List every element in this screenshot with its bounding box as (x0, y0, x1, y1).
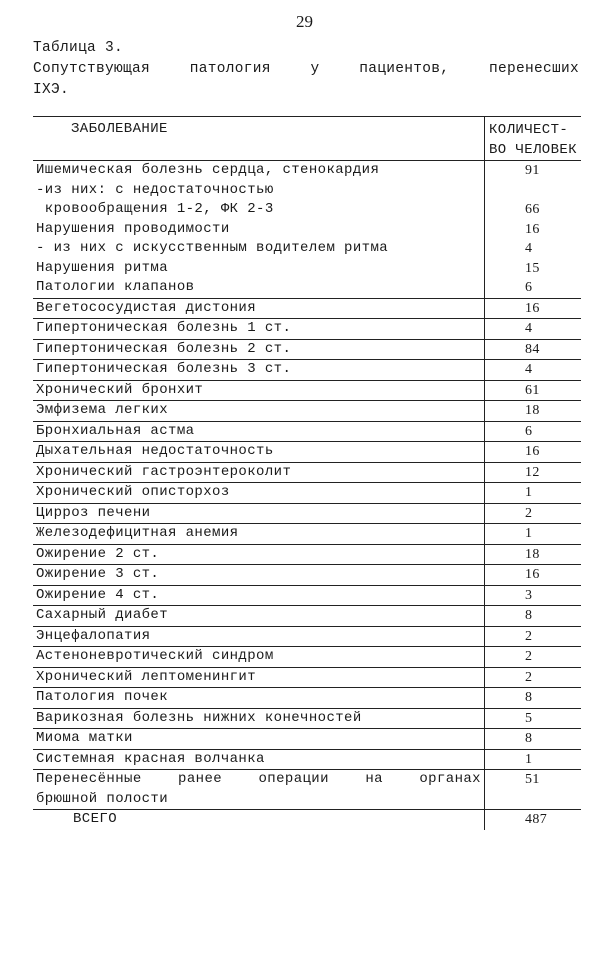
disease-name: Гипертоническая болезнь 1 ст. (33, 319, 485, 340)
table-row (33, 729, 581, 750)
patient-count: 18 (485, 401, 582, 422)
disease-name: Системная красная волчанка (33, 749, 485, 770)
table-row (33, 220, 581, 240)
table-row (33, 259, 581, 279)
disease-name: Варикозная болезнь нижних конечностей (33, 708, 485, 729)
table-caption-line (33, 61, 579, 77)
page-number: 29 (296, 12, 313, 31)
table-caption-end: IXЭ. (33, 82, 70, 98)
table-row (33, 319, 581, 340)
disease-name: Ишемическая болезнь сердца, стенокардия (36, 162, 380, 178)
patient-count: 3 (485, 585, 582, 606)
disease-name: Бронхиальная астма (33, 421, 485, 442)
patient-count: 8 (485, 606, 582, 627)
disease-name: кровообращения 1-2, ФК 2-3 (36, 201, 274, 217)
disease-name: Ожирение 4 ст. (33, 585, 485, 606)
disease-name: Гипертоническая болезнь 3 ст. (33, 360, 485, 381)
caption-word: у (310, 61, 320, 77)
disease-word: Перенесённые (36, 771, 142, 787)
disease-name: Железодефицитная анемия (33, 524, 485, 545)
comorbidity-table (33, 116, 581, 830)
table-row (33, 401, 581, 422)
table-row (33, 483, 581, 504)
patient-count: 2 (485, 667, 582, 688)
header-count-line1: КОЛИЧЕСТ- (489, 122, 569, 138)
table-row (33, 360, 581, 381)
disease-name: Хронический гастроэнтероколит (33, 462, 485, 483)
table-row (33, 200, 581, 220)
total-label: ВСЕГО (73, 811, 118, 827)
table-row (33, 442, 581, 463)
table-row (33, 181, 581, 201)
disease-word: на (365, 771, 383, 787)
patient-count: 2 (485, 503, 582, 524)
patient-count: 18 (485, 544, 582, 565)
table-row (33, 278, 581, 298)
patient-count: 16 (485, 298, 582, 319)
patient-count: 4 (485, 319, 582, 340)
table-row (33, 544, 581, 565)
patient-count: 6 (485, 421, 582, 442)
disease-word: органах (419, 771, 481, 787)
caption-word: Сопутствующая (33, 61, 151, 77)
patient-count: 16 (485, 220, 582, 240)
patient-count: 8 (485, 688, 582, 709)
table-row (33, 339, 581, 360)
disease-name: Нарушения проводимости (36, 220, 230, 237)
disease-name: Хронический бронхит (33, 380, 485, 401)
table-row (33, 503, 581, 524)
patient-count: 61 (485, 380, 582, 401)
patient-count: 2 (485, 626, 582, 647)
disease-name: Хронический описторхоз (33, 483, 485, 504)
disease-name: Энцефалопатия (33, 626, 485, 647)
table-row (33, 770, 581, 810)
disease-name (33, 770, 485, 810)
disease-name: Цирроз печени (33, 503, 485, 524)
patient-count: 4 (485, 360, 582, 381)
table-row (33, 298, 581, 319)
disease-name: Эмфизема легких (33, 401, 485, 422)
patient-count: 1 (485, 483, 582, 504)
disease-name: - из них с искусственным водителем ритма (36, 240, 389, 256)
disease-name: Патология почек (33, 688, 485, 709)
header-disease: ЗАБОЛЕВАНИЕ (33, 117, 485, 161)
table-caption-title: Таблица 3. (33, 40, 124, 56)
table-row (33, 462, 581, 483)
table-row (33, 688, 581, 709)
patient-count: 84 (485, 339, 582, 360)
disease-name: Патологии клапанов (33, 278, 485, 298)
table-header-row (33, 117, 581, 161)
disease-name: -из них: с недостаточностью (36, 181, 274, 198)
total-row (33, 810, 581, 830)
patient-count: 5 (485, 708, 582, 729)
table-row (33, 708, 581, 729)
patient-count: 1 (485, 524, 582, 545)
patient-count: 16 (485, 442, 582, 463)
disease-name-line1 (36, 770, 481, 790)
table-row (33, 565, 581, 586)
table-row (33, 606, 581, 627)
table-body (33, 161, 581, 830)
patient-count: 91 (485, 161, 582, 181)
disease-name-line2: брюшной полости (36, 790, 169, 807)
disease-name: Миома матки (33, 729, 485, 750)
patient-count: 6 (485, 278, 582, 298)
patient-count: 51 (485, 770, 582, 810)
patient-count: 4 (485, 239, 582, 259)
patient-count: 15 (485, 259, 582, 279)
table-row (33, 749, 581, 770)
disease-name: Дыхательная недостаточность (33, 442, 485, 463)
disease-name: Гипертоническая болезнь 2 ст. (33, 339, 485, 360)
table-row (33, 647, 581, 668)
disease-name: Ожирение 3 ст. (33, 565, 485, 586)
table-row (33, 380, 581, 401)
table-row (33, 239, 581, 259)
header-count-line2: ВО ЧЕЛОВЕК (489, 142, 578, 158)
caption-word: перенесших (488, 61, 579, 77)
disease-word: операции (258, 771, 329, 787)
table-row (33, 161, 581, 181)
header-count (485, 117, 582, 161)
patient-count: 66 (485, 200, 582, 220)
patient-count (485, 181, 582, 201)
patient-count: 12 (485, 462, 582, 483)
disease-word: ранее (178, 771, 223, 787)
total-count: 487 (485, 810, 582, 830)
disease-name: Вегетососудистая дистония (33, 298, 485, 319)
disease-name: Астеноневротический синдром (33, 647, 485, 668)
table-row (33, 585, 581, 606)
disease-name: Нарушения ритма (36, 259, 169, 276)
patient-count: 8 (485, 729, 582, 750)
patient-count: 16 (485, 565, 582, 586)
table-row (33, 667, 581, 688)
disease-name: Хронический лептоменингит (33, 667, 485, 688)
disease-name: Ожирение 2 ст. (33, 544, 485, 565)
caption-word: пациентов, (359, 61, 450, 77)
patient-count: 2 (485, 647, 582, 668)
table-row (33, 524, 581, 545)
disease-name: Сахарный диабет (33, 606, 485, 627)
caption-word: патология (189, 61, 271, 77)
table-row (33, 421, 581, 442)
patient-count: 1 (485, 749, 582, 770)
table-row (33, 626, 581, 647)
